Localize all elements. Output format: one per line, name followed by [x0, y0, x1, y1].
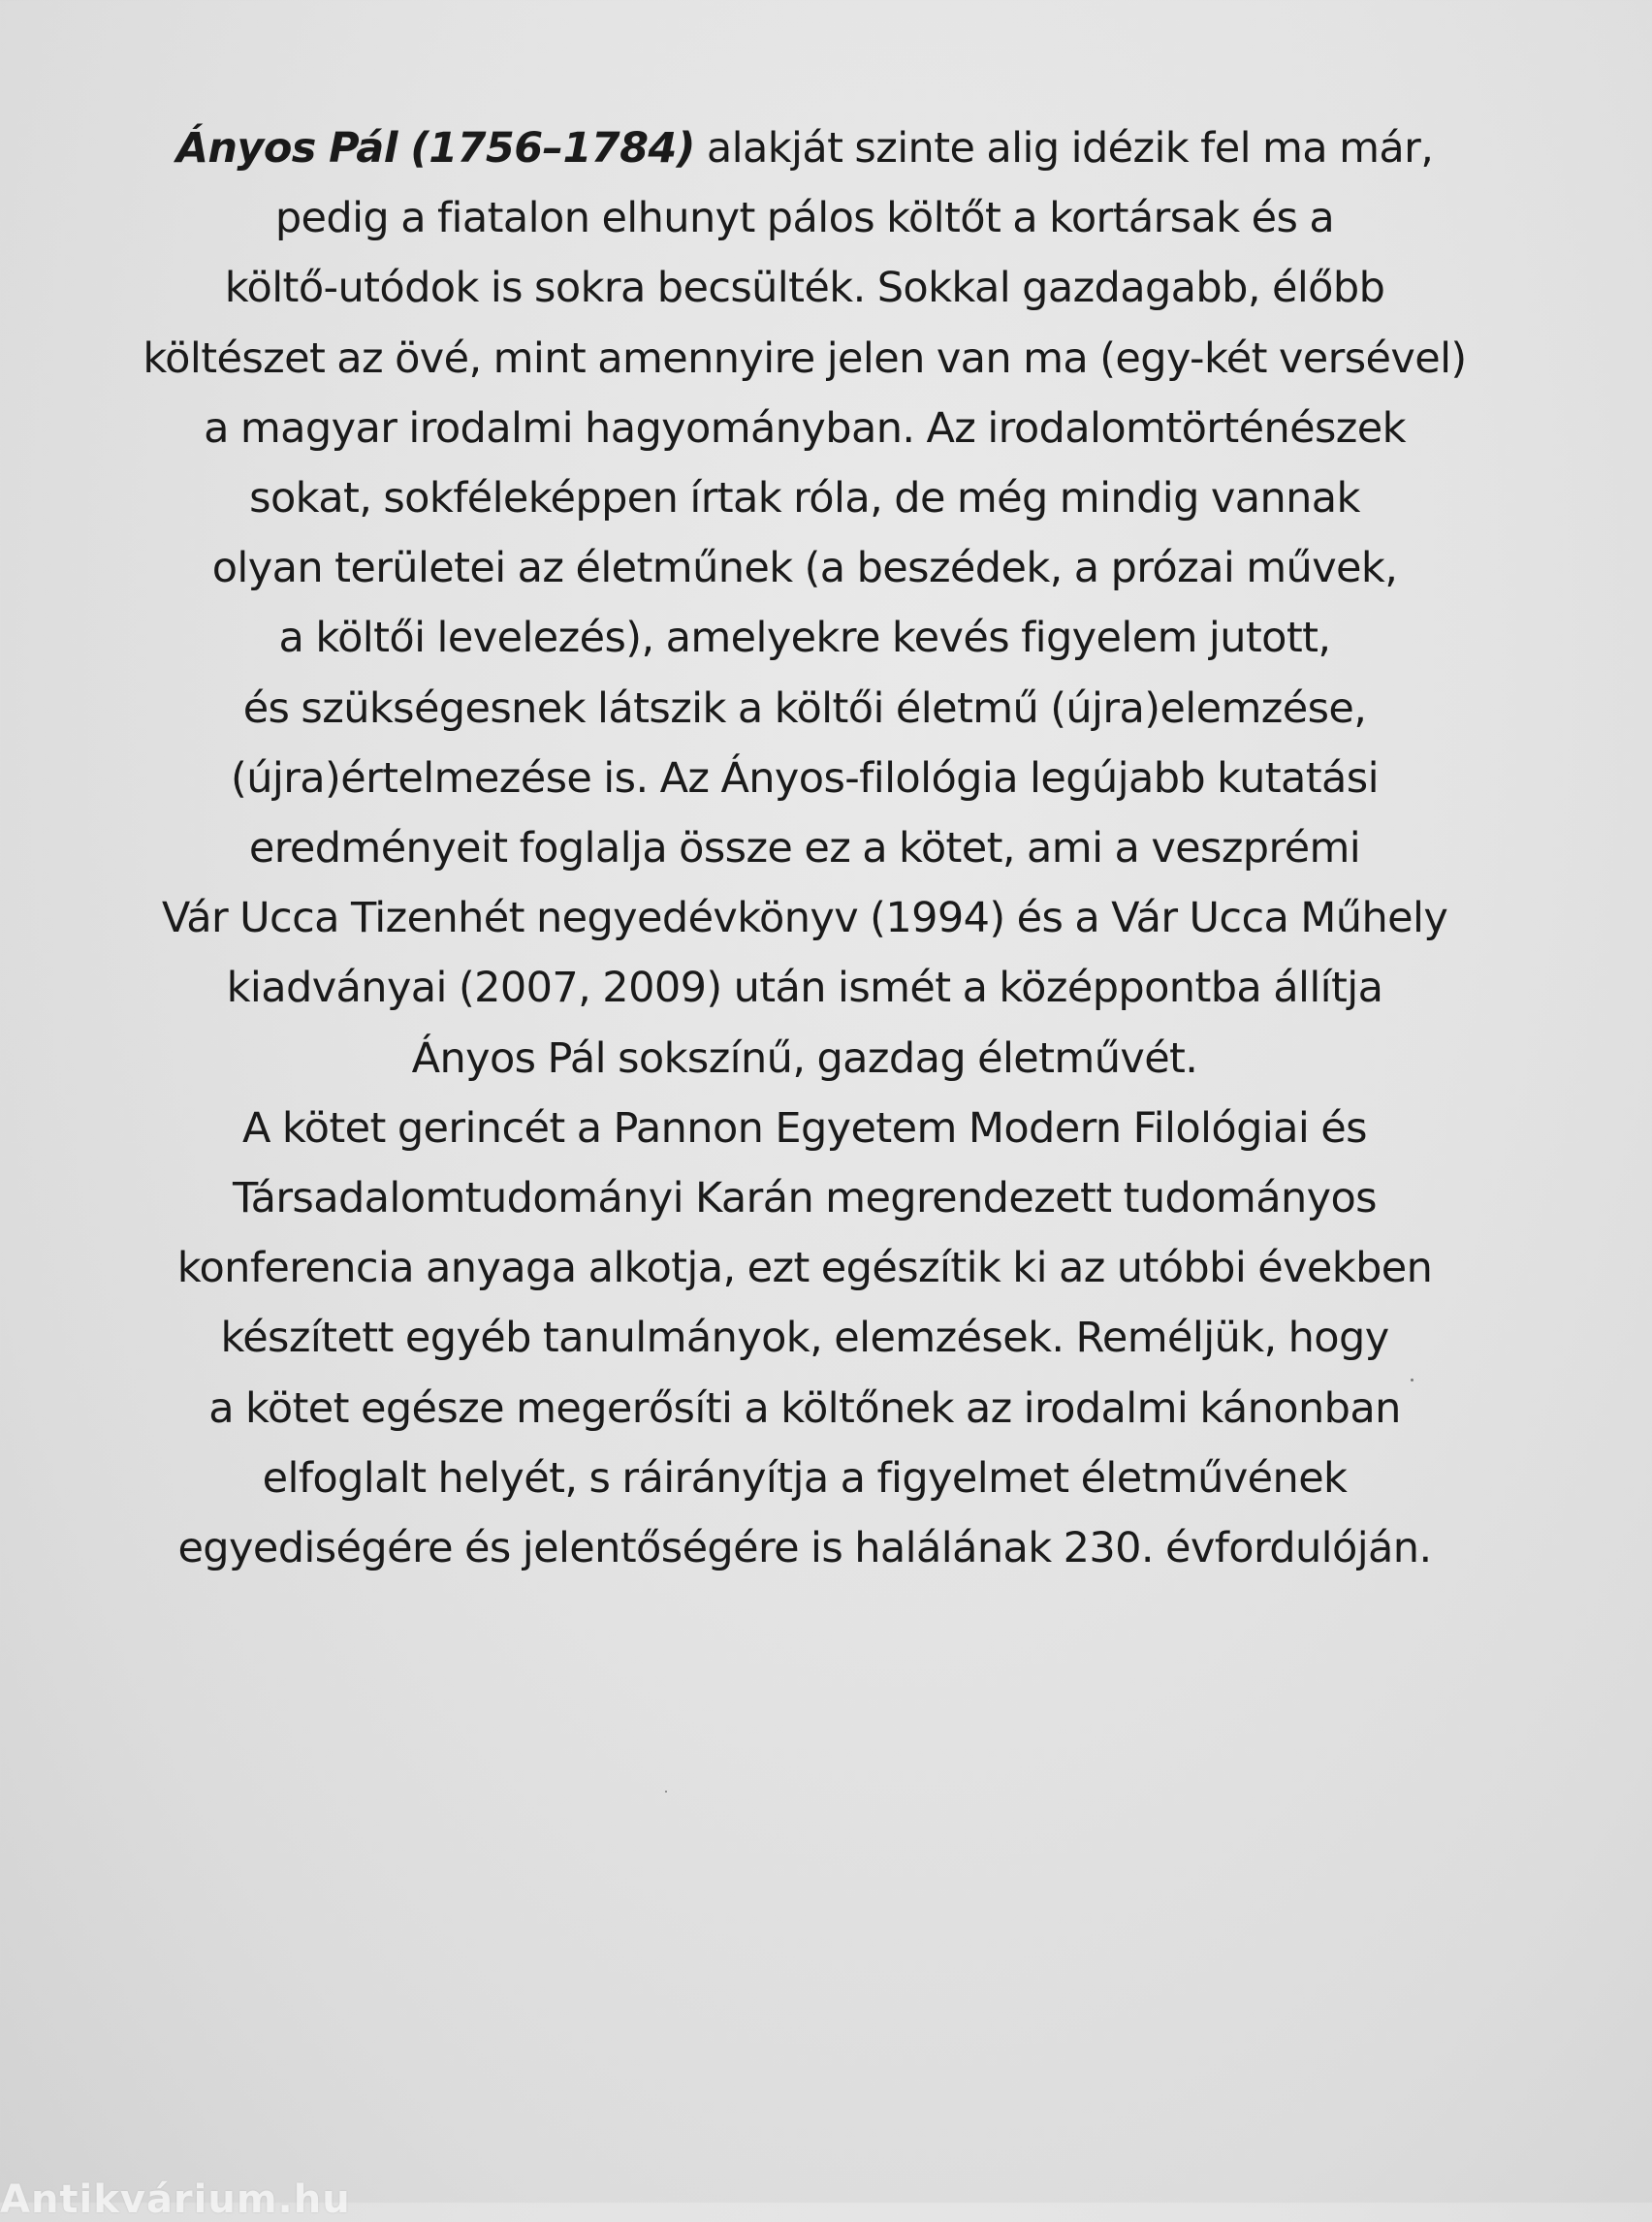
text-line: Ányos Pál (1756–1784) alakját szinte alig idézik fel ma már,	[175, 124, 1434, 173]
text-line: konferencia anyaga alkotja, ezt egészítik ki az utóbbi években	[176, 1244, 1433, 1293]
text-line: Társadalomtudományi Karán megrendezett tudományos	[233, 1174, 1377, 1223]
text-line: sokat, sokféleképpen írtak róla, de még mindig vannak	[249, 474, 1360, 524]
text-line: (újra)értelmezése is. Az Ányos-filológia legújabb kutatási	[231, 753, 1379, 803]
author-name-and-dates: Ányos Pál (1756–1784)	[175, 124, 695, 173]
text-line: olyan területei az életműnek (a beszédek, a prózai művek,	[211, 544, 1398, 593]
text-line: készített egyéb tanulmányok, elemzések. Reméljük, hogy	[220, 1314, 1389, 1363]
text-line: a magyar irodalmi hagyományban. Az irodalomtörténészek	[204, 403, 1406, 453]
text-line: Vár Ucca Tizenhét negyedévkönyv (1994) és a Vár Ucca Műhely	[161, 894, 1448, 943]
watermark: Antikvárium.hu	[0, 2177, 351, 2222]
text-line: pedig a fiatalon elhunyt pálos költőt a kortársak és a	[274, 194, 1335, 243]
text-line: eredményeit foglalja össze ez a kötet, ami a veszprémi	[248, 824, 1361, 873]
dust-speck	[1411, 1379, 1414, 1381]
text-line: elfoglalt helyét, s ráirányítja a figyelmet életművének	[262, 1453, 1348, 1503]
text-line: A kötet gerincét a Pannon Egyetem Modern Filológiai és	[242, 1103, 1367, 1153]
dust-speck	[665, 1791, 667, 1793]
text-line: a költői levelezés), amelyekre kevés figyelem jutott,	[278, 614, 1331, 663]
text-line: a kötet egésze megerősíti a költőnek az irodalmi kánonban	[208, 1383, 1401, 1433]
text-line: költő-utódok is sokra becsülték. Sokkal gazdagabb, élőbb	[224, 264, 1385, 313]
text-line: Ányos Pál sokszínű, gazdag életművét.	[411, 1033, 1198, 1083]
text-line: költészet az övé, mint amennyire jelen van ma (egy-két versével)	[143, 333, 1467, 383]
text-line: egyediségére és jelentőségére is halálának 230. évfordulóján.	[177, 1524, 1432, 1573]
blurb-text	[97, 113, 1512, 1583]
text-line: kiadványai (2007, 2009) után ismét a középpontba állítja	[226, 964, 1383, 1013]
text-line: és szükségesnek látszik a költői életmű (újra)elemzése,	[242, 683, 1367, 733]
